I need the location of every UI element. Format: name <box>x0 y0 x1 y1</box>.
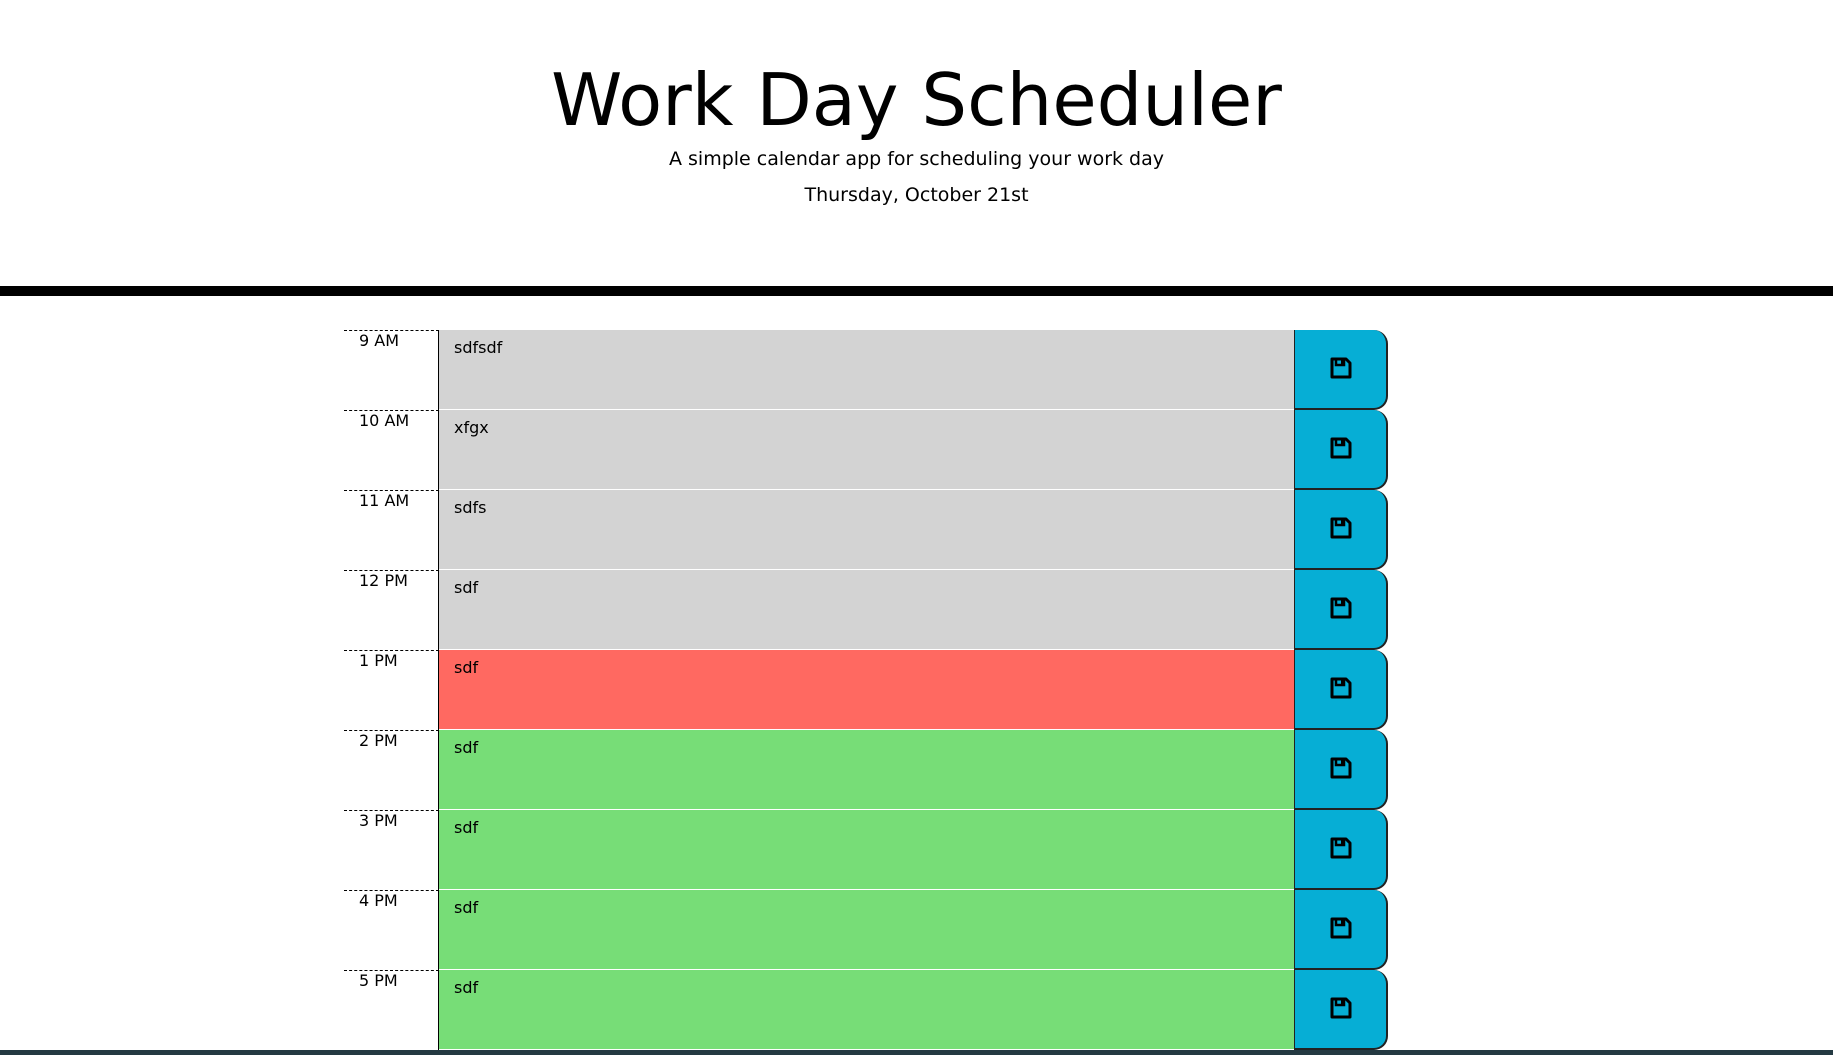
event-description-input[interactable] <box>439 410 1294 490</box>
event-description-input[interactable] <box>439 490 1294 570</box>
hour-label: 10 AM <box>344 410 439 490</box>
page-title: Work Day Scheduler <box>551 58 1282 142</box>
jumbotron <box>0 0 1833 286</box>
floppy-disk-icon <box>1330 357 1352 382</box>
time-block <box>344 490 1484 570</box>
save-button[interactable] <box>1294 410 1388 490</box>
hour-label: 9 AM <box>344 330 439 410</box>
floppy-disk-icon <box>1330 837 1352 862</box>
time-block <box>344 810 1484 890</box>
time-block <box>344 650 1484 730</box>
hour-label: 4 PM <box>344 890 439 970</box>
time-block <box>344 410 1484 490</box>
event-description-input[interactable] <box>439 970 1294 1050</box>
header-divider <box>0 286 1833 296</box>
hour-label: 5 PM <box>344 970 439 1050</box>
floppy-disk-icon <box>1330 597 1352 622</box>
time-block <box>344 890 1484 970</box>
time-block <box>344 730 1484 810</box>
bottom-scrollbar[interactable] <box>0 1050 1833 1055</box>
hour-label: 3 PM <box>344 810 439 890</box>
current-date: Thursday, October 21st <box>804 184 1029 206</box>
save-button[interactable] <box>1294 330 1388 410</box>
save-button[interactable] <box>1294 730 1388 810</box>
hour-label: 12 PM <box>344 570 439 650</box>
time-block <box>344 570 1484 650</box>
save-button[interactable] <box>1294 810 1388 890</box>
save-button[interactable] <box>1294 490 1388 570</box>
time-block-list <box>344 330 1484 1050</box>
event-description-input[interactable] <box>439 650 1294 730</box>
event-description-input[interactable] <box>439 890 1294 970</box>
event-description-input[interactable] <box>439 730 1294 810</box>
event-description-input[interactable] <box>439 810 1294 890</box>
save-button[interactable] <box>1294 970 1388 1050</box>
event-description-input[interactable] <box>439 570 1294 650</box>
floppy-disk-icon <box>1330 757 1352 782</box>
event-description-input[interactable] <box>439 330 1294 410</box>
floppy-disk-icon <box>1330 437 1352 462</box>
floppy-disk-icon <box>1330 997 1352 1022</box>
hour-label: 1 PM <box>344 650 439 730</box>
page-subtitle: A simple calendar app for scheduling your work day <box>668 148 1165 170</box>
hour-label: 2 PM <box>344 730 439 810</box>
floppy-disk-icon <box>1330 517 1352 542</box>
hour-label: 11 AM <box>344 490 439 570</box>
save-button[interactable] <box>1294 570 1388 650</box>
floppy-disk-icon <box>1330 677 1352 702</box>
save-button[interactable] <box>1294 890 1388 970</box>
floppy-disk-icon <box>1330 917 1352 942</box>
time-block <box>344 970 1484 1050</box>
time-block <box>344 330 1484 410</box>
save-button[interactable] <box>1294 650 1388 730</box>
